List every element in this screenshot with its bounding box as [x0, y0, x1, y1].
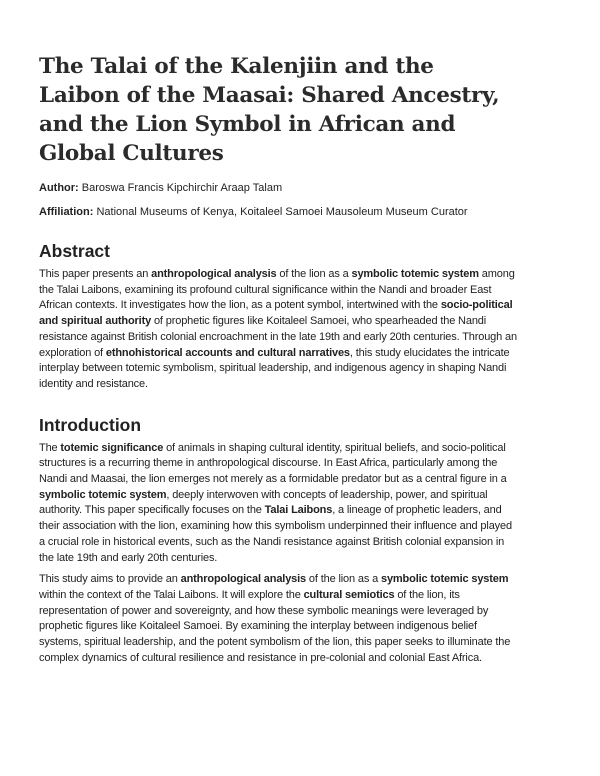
text-run: , a lineage of prophetic leaders, and their association with the lion, examining how this symbolism underpinned their influence and played a crucial role in historical events, such as the Nandi resistance against British colonial expansion in the late 19th and early 20th centuries. — [39, 504, 512, 564]
paper-title: The Talai of the Kalenjiin and the Laibon of the Maasai: Shared Ancestry, and the Lion Symbol in African and Global Cultures — [39, 54, 500, 166]
text-run: of the lion as a — [306, 573, 381, 586]
paper-page — [39, 0, 517, 666]
affiliation-line — [39, 205, 517, 220]
text-run: This paper presents an — [39, 268, 152, 280]
bold-phrase: symbolic totemic system — [380, 573, 509, 586]
author-line — [39, 181, 517, 196]
introduction-paragraph-1 — [39, 441, 517, 567]
introduction-heading: Introduction — [39, 414, 142, 435]
bold-phrase: anthropological analysis — [151, 268, 277, 280]
text-run: of prophetic figures like Koitaleel Samoei, who spearheaded the Nandi resistance against British colonial encroachment in the late 19th and early 20th centuries. Through an exploration of — [39, 315, 517, 359]
author-name: Baroswa Francis Kipchirchir Araap Talam — [81, 182, 283, 194]
bold-phrase: Talai Laibons — [264, 504, 333, 517]
abstract-heading: Abstract — [39, 241, 110, 261]
bold-phrase: ethnohistorical accounts and cultural narratives — [105, 346, 350, 359]
text-run: of animals in shaping cultural identity, spiritual beliefs, and socio-political structures is a recurring theme in anthropological discourse. In East Africa, particularly among the Nandi and Maasai, the lion emerges not merely as a formidable predator but as a central figure in a — [39, 441, 507, 486]
bold-phrase: symbolic totemic system — [351, 268, 479, 280]
text-run: within the context of the Talai Laibons. It will explore the — [39, 588, 304, 601]
text-run: The — [39, 441, 61, 454]
text-run: of the lion as a — [276, 268, 352, 280]
bold-phrase: anthropological analysis — [180, 573, 307, 586]
abstract-paragraph — [39, 267, 517, 393]
text-run: , this study elucidates the intricate interplay between totemic symbolism, spiritual leadership, and indigenous agency in shaping Nandi identity and resistance. — [39, 346, 510, 390]
author-label: Author: — [39, 182, 79, 194]
text-run: among the Talai Laibons, examining its profound cultural significance within the Nandi and broader East African contexts. It investigates how the lion, as a potent symbol, intertwined with the — [39, 268, 515, 312]
text-run: of the lion, its representation of power and sovereignty, and how these symbolic meanings were leveraged by prophetic figures like Koitaleel Samoei. By examining the interplay between indigenous belief systems, spiritual leadership, and the potent symbolism of the lion, this paper seeks to illuminate the complex dynamics of cultural resilience and resistance in pre-colonial and colonial East Africa. — [39, 588, 511, 664]
affiliation-label: Affiliation: — [39, 206, 94, 218]
bold-phrase: socio-political and spiritual authority — [39, 299, 513, 328]
introduction-paragraph-2 — [39, 572, 517, 666]
affiliation-value: National Museums of Kenya, Koitaleel Samoei Mausoleum Museum Curator — [96, 206, 468, 218]
text-run: This study aims to provide an — [39, 573, 181, 586]
text-run: , deeply interwoven with concepts of leadership, power, and spiritual authority. This paper specifically focuses on the — [39, 488, 488, 517]
bold-phrase: totemic significance — [60, 441, 164, 454]
bold-phrase: cultural semiotics — [303, 588, 395, 601]
bold-phrase: symbolic totemic system — [39, 488, 167, 501]
